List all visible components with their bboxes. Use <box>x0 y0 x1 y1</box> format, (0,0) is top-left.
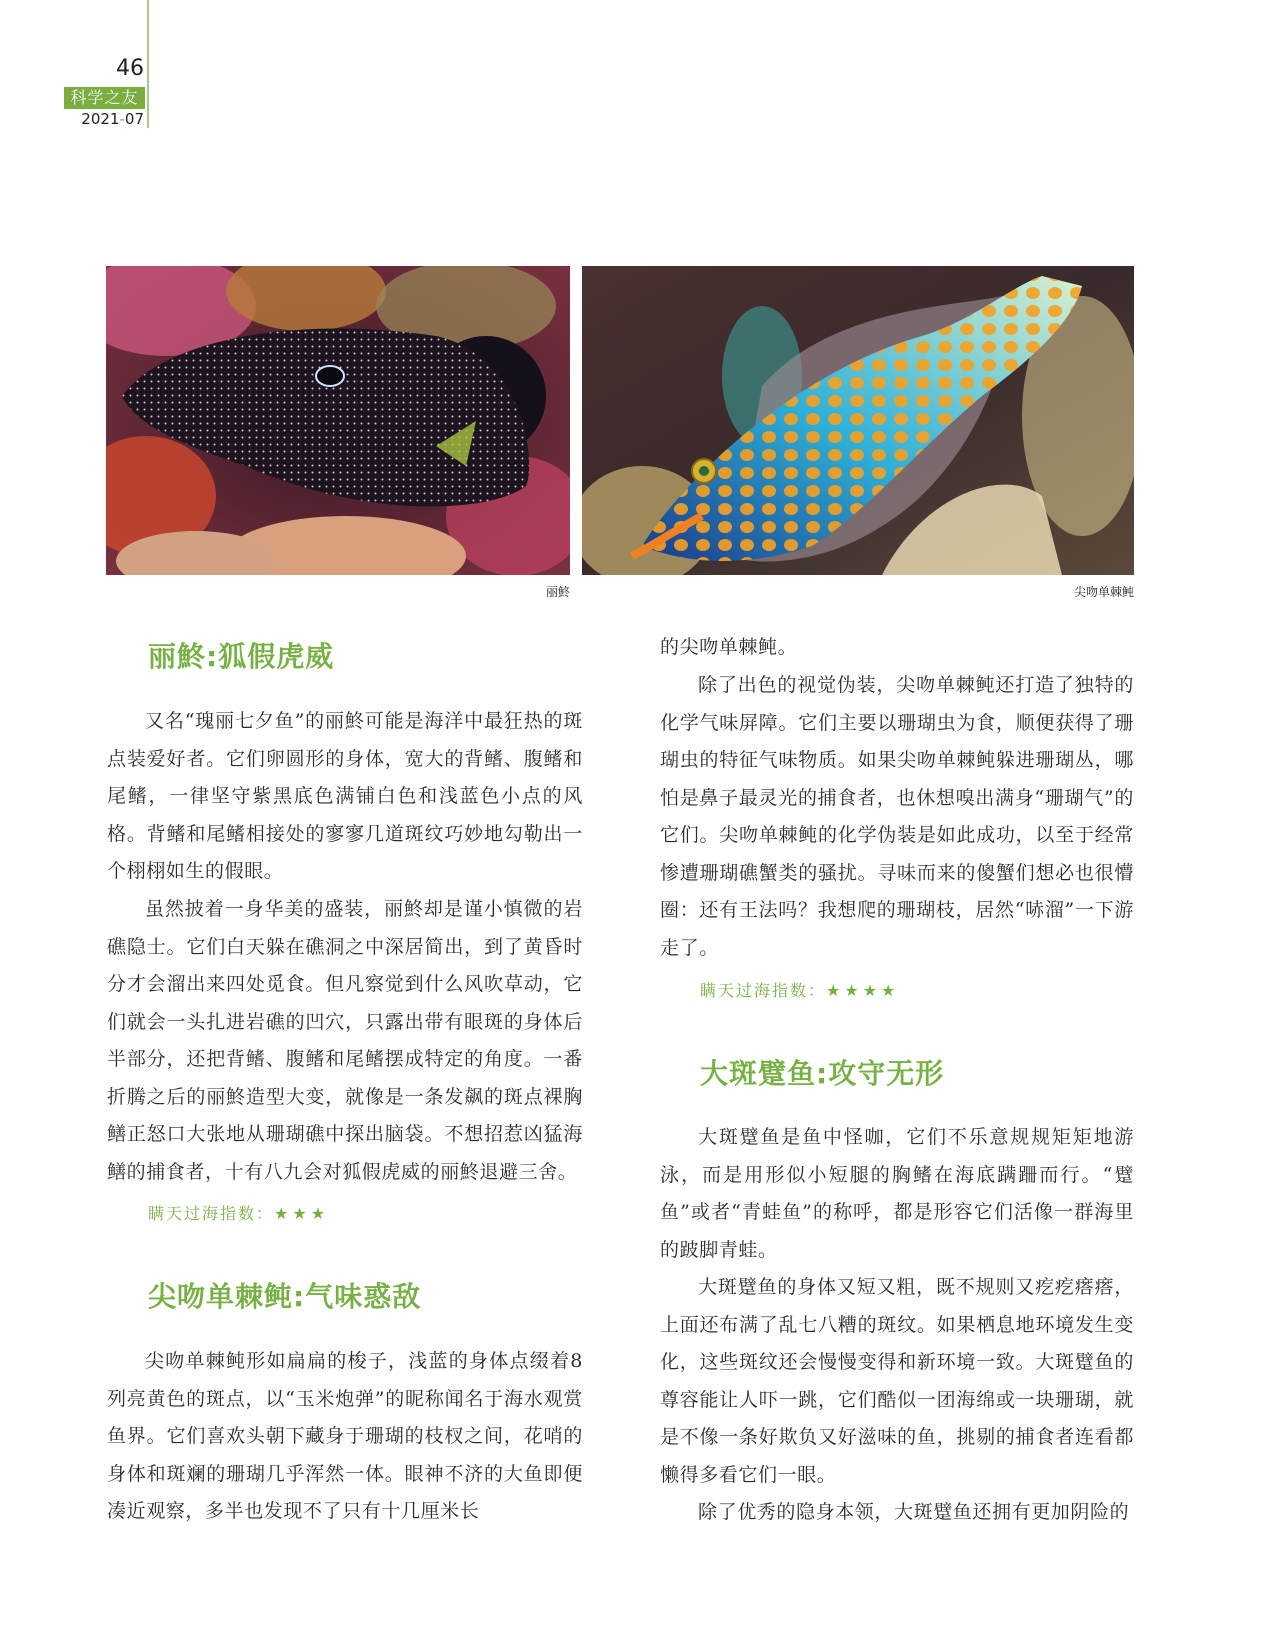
paragraph: 虽然披着一身华美的盛装，丽鮗却是谨小慎微的岩礁隐士。它们白天躲在礁洞之中深居简出，到了黄昏时分才会溜出来四处觅食。但凡察觉到什么风吹草动，它们就会一头扎进岩礁的凹穴，只露出带有眼斑的身体后半部分，还把背鳍、腹鳍和尾鳍摆成特定的角度。一番折腾之后的丽鮗造型大变，就像是一条发飙的斑点裸胸鳝正怒口大张地从珊瑚礁中探出脑袋。不想招惹凶猛海鳝的捕食者，十有八九会对狐假虎威的丽鮗退避三舍。 <box>107 898 583 1183</box>
photo-caption-longnose-filefish: 尖吻单棘鲀 <box>1073 585 1134 599</box>
rating-stars-icon: ★★★ <box>274 1204 330 1223</box>
header-divider-line <box>147 0 149 128</box>
rating-lirong <box>148 1203 329 1225</box>
issue-month: 07 <box>124 110 144 128</box>
section-title-longnose-filefish: 尖吻单棘鲀:气味惑敌 <box>148 1280 422 1313</box>
paragraph-continued: 的尖吻单棘鲀。 <box>660 636 798 658</box>
magazine-name-badge: 科学之友 <box>64 87 145 109</box>
fish-photo-image <box>582 266 1134 575</box>
page-number: 46 <box>116 56 144 81</box>
issue-year: 2021 <box>81 110 120 128</box>
rating-longnose-filefish <box>700 980 899 1002</box>
paragraph: 又名“瑰丽七夕鱼”的丽鮗可能是海洋中最狂热的斑点装爱好者。它们卵圆形的身体，宽大的背鳍、腹鳍和尾鳍，一律坚守紫黑底色满铺白色和浅蓝色小点的风格。背鳍和尾鳍相接处的寥寥几道斑纹巧妙地勾勒出一个栩栩如生的假眼。 <box>107 710 583 882</box>
rating-stars-icon: ★★★★ <box>826 981 900 1000</box>
issue-date <box>60 110 144 128</box>
paragraph: 除了出色的视觉伪装，尖吻单棘鲀还打造了独特的化学气味屏障。它们主要以珊瑚虫为食，顺便获得了珊瑚虫的特征气味物质。如果尖吻单棘鲀躲进珊瑚丛，哪怕是鼻子最灵光的捕食者，也休想嗅出满身“珊瑚气”的它们。尖吻单棘鲀的化学伪装是如此成功，以至于经常惨遭珊瑚礁蟹类的骚扰。寻味而来的傻蟹们想必也很懵圈：还有王法吗？我想爬的珊瑚枝，居然“哧溜”一下游走了。 <box>660 674 1134 959</box>
paragraph: 尖吻单棘鲀形如扁扁的梭子，浅蓝的身体点缀着8 列亮黄色的斑点，以“玉米炮弹”的昵称闻名于海水观赏鱼界。它们喜欢头朝下藏身于珊瑚的枝杈之间，花哨的身体和斑斓的珊瑚几乎浑然一体。眼神不济的大鱼即便凑近观察，多半也发现不了只有十几厘米长 <box>107 1350 583 1522</box>
paragraph: 大斑躄鱼的身体又短又粗，既不规则又疙疙瘩瘩，上面还布满了乱七八糟的斑纹。如果栖息地环境发生变化，这些斑纹还会慢慢变得和新环境一致。大斑躄鱼的尊容能让人吓一跳，它们酷似一团海绵或一块珊瑚，就是不像一条好欺负又好滋味的鱼，挑剔的捕食者连看都懒得多看它们一眼。 <box>660 1276 1134 1486</box>
photo-longnose-filefish <box>582 266 1134 575</box>
photo-lirong <box>106 266 570 575</box>
paragraph: 大斑躄鱼是鱼中怪咖，它们不乐意规规矩矩地游泳，而是用形似小短腿的胸鳍在海底蹒跚而行。“躄鱼”或者“青蛙鱼”的称呼，都是形容它们活像一群海里的跛脚青蛙。 <box>660 1126 1134 1261</box>
fish-photo-image <box>106 266 570 575</box>
rating-label: 瞒天过海指数： <box>148 1204 275 1223</box>
rating-label: 瞒天过海指数： <box>700 981 827 1000</box>
photo-caption-lirong: 丽鮗 <box>545 585 570 599</box>
issue-dash: - <box>119 110 125 128</box>
section-title-lirong: 丽鮗:狐假虎威 <box>148 640 335 673</box>
section-title-frogfish: 大斑躄鱼:攻守无形 <box>700 1057 945 1090</box>
paragraph: 除了优秀的隐身本领，大斑躄鱼还拥有更加阴险的 <box>698 1501 1130 1523</box>
